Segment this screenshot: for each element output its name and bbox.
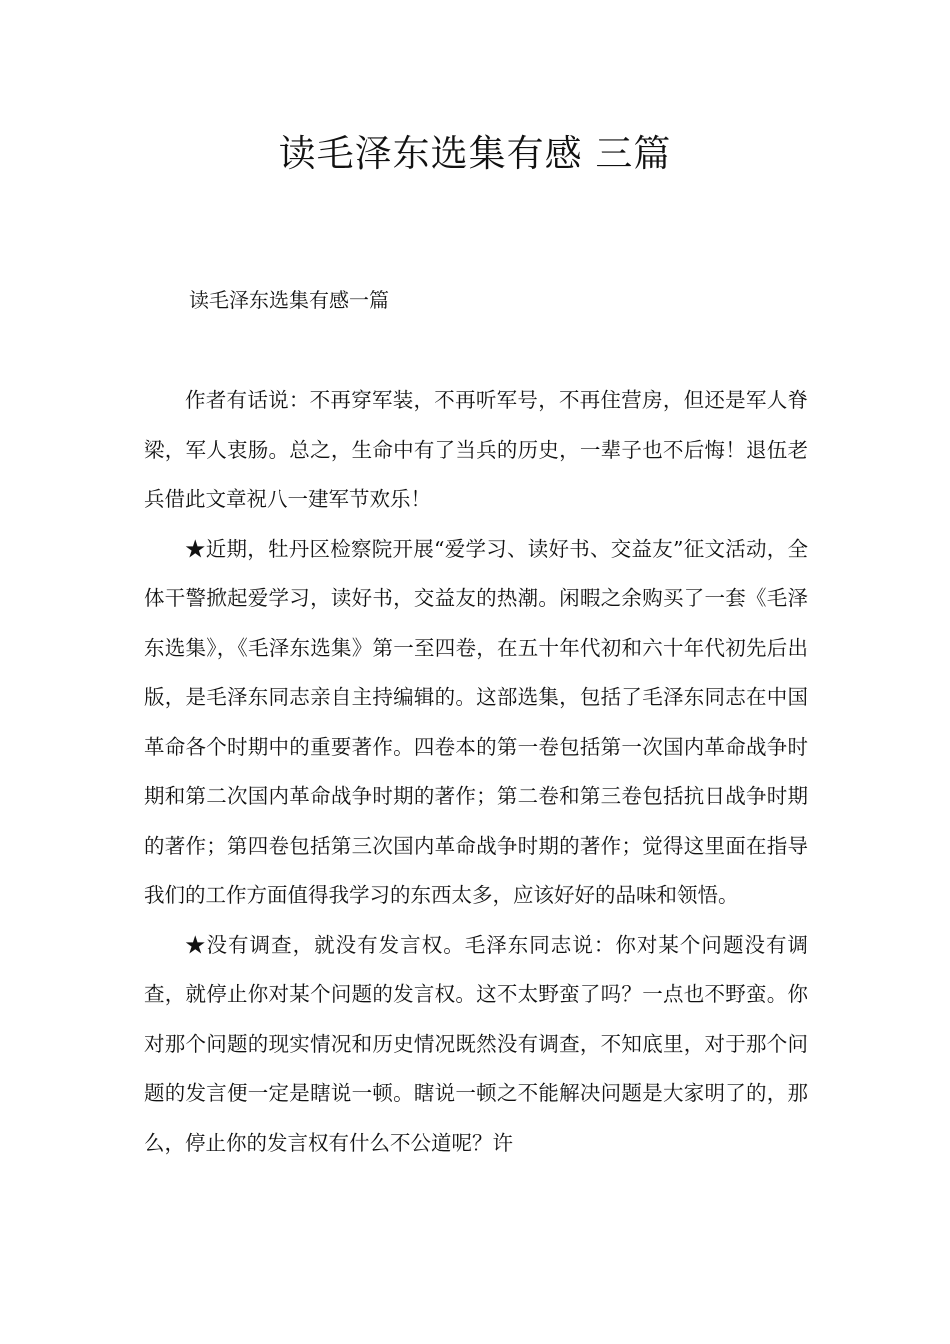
paragraph-author-note: 作者有话说：不再穿军装，不再听军号，不再住营房，但还是军人脊梁，军人衷肠。总之，生命中有了当兵的历史，一辈子也不后悔！退伍老兵借此文章祝八一建军节欢乐！ xyxy=(144,388,808,511)
paragraph-reading-activity: ★近期，牡丹区检察院开展“爱学习、读好书、交益友”征文活动，全体干警掀起爱学习，读好书，交益友的热潮。闲暇之余购买了一套《毛泽东选集》，《毛泽东选集》第一至四卷，在五十年代初和六十年代初先后出版，是毛泽东同志亲自主持编辑的。这部选集，包括了毛泽东同志在中国革命各个时期中的重要著作。四卷本的第一卷包括第一次国内革命战争时期和第二次国内革命战争时期的著作；第二卷和第三卷包括抗日战争时期的著作；第四卷包括第三次国内革命战争时期的著作；觉得这里面在指导我们的工作方面值得我学习的东西太多，应该好好的品味和领悟。 xyxy=(144,536,808,907)
paragraph-investigation: ★没有调查，就没有发言权。毛泽东同志说：你对某个问题没有调查，就停止你对某个问题的发言权。这不太野蛮了吗？一点也不野蛮。你对那个问题的现实情况和历史情况既然没有调查，不知底里，对于那个问题的发言便一定是瞎说一顿。瞎说一顿之不能解决问题是大家明了的，那么，停止你的发言权有什么不公道呢？许 xyxy=(144,932,808,1155)
document-body xyxy=(144,376,808,1168)
document-title: 读毛泽东选集有感 三篇 xyxy=(278,132,672,175)
document-subtitle: 读毛泽东选集有感一篇 xyxy=(189,288,389,312)
